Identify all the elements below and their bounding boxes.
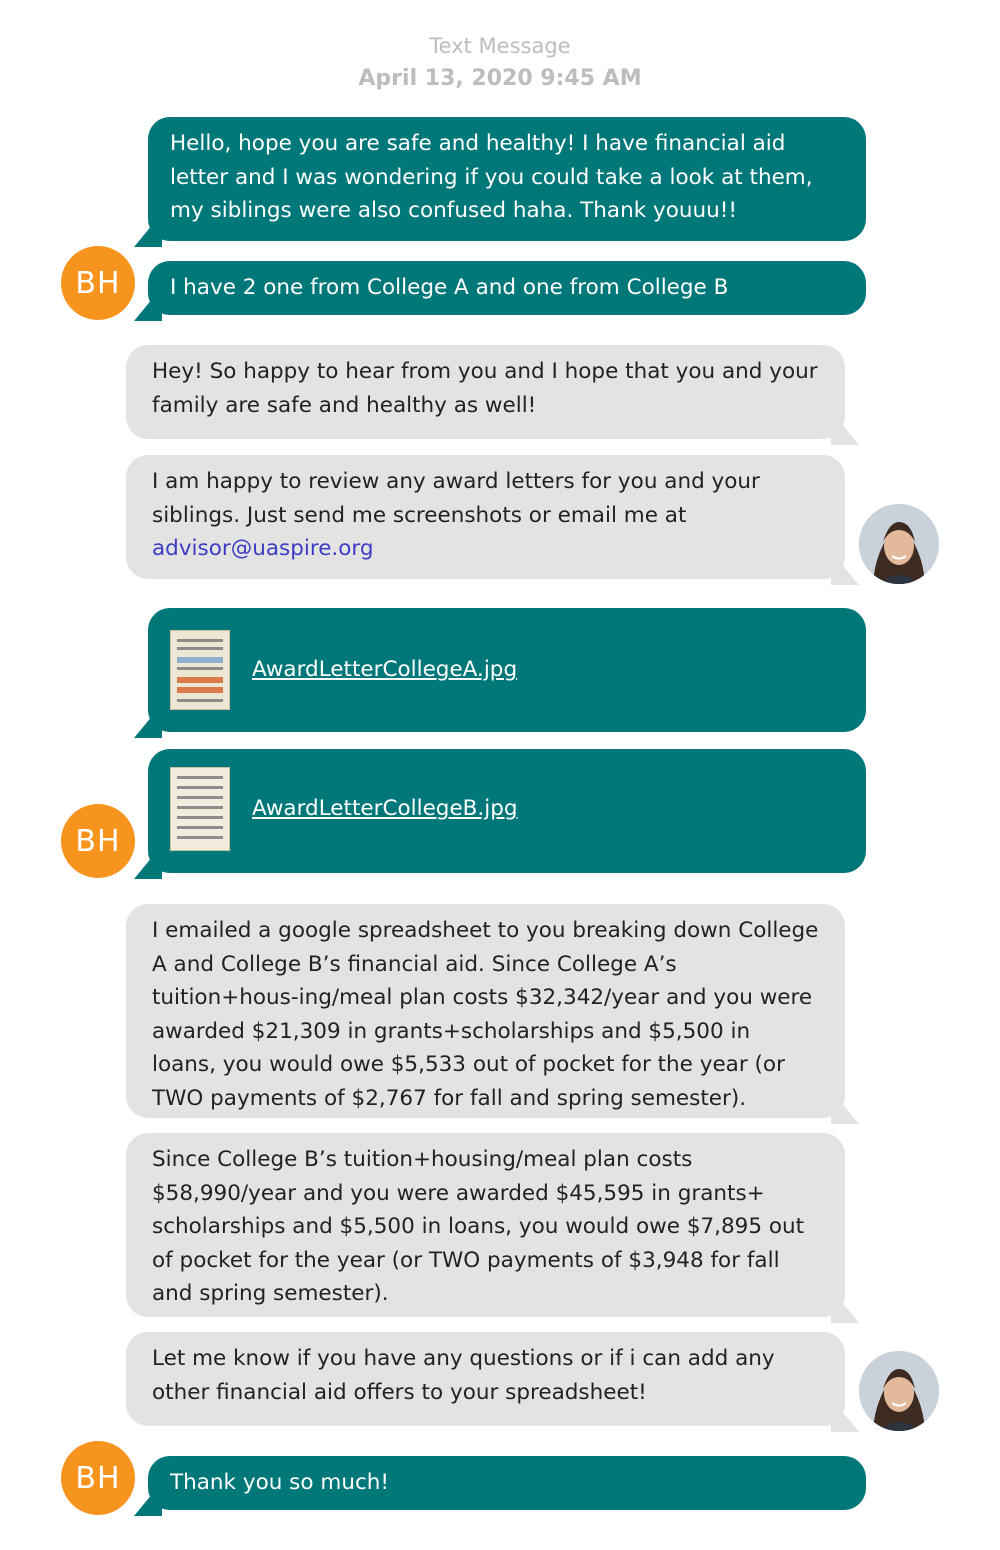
bubble-tail	[134, 704, 162, 738]
message-bubble-student[interactable]	[148, 1456, 866, 1510]
message-bubble-advisor[interactable]	[126, 1133, 845, 1317]
advisor-avatar[interactable]	[859, 1351, 939, 1431]
image-thumbnail[interactable]	[170, 767, 230, 851]
bubble-tail	[831, 1289, 859, 1323]
message-timestamp: April 13, 2020 9:45 AM	[358, 66, 642, 91]
bubble-tail	[134, 1482, 162, 1516]
message-text: I am happy to review any award letters for you and your siblings. Just send me screenshots or email me at	[152, 469, 760, 528]
image-thumbnail[interactable]	[170, 630, 230, 710]
student-avatar[interactable]	[61, 1441, 135, 1515]
avatar-initials: BH	[75, 823, 121, 859]
message-text: I have 2 one from College A and one from College B	[170, 275, 729, 300]
message-text: Since College B’s tuition+housing/meal plan costs $58,990/year and you were awarded $45,595 in grants+ scholarships and $5,500 in loans, you would owe $7,895 out of pocket for the year (or TWO payments of $3,948 for fall and spring semester).	[152, 1147, 805, 1306]
avatar-initials: BH	[75, 265, 121, 301]
bubble-tail	[831, 1090, 859, 1124]
message-text: Thank you so much!	[170, 1470, 390, 1495]
message-bubble-advisor[interactable]	[126, 1332, 845, 1426]
message-bubble-advisor[interactable]	[126, 904, 845, 1118]
message-bubble-student[interactable]	[148, 117, 866, 241]
advisor-photo-icon	[859, 1351, 939, 1431]
student-avatar[interactable]	[61, 804, 135, 878]
attachment-filename[interactable]: AwardLetterCollegeB.jpg	[252, 796, 518, 822]
message-bubble-advisor[interactable]	[126, 345, 845, 439]
message-text: Hey! So happy to hear from you and I hope that you and your family are safe and healthy as well!	[152, 359, 818, 418]
bubble-tail	[831, 411, 859, 445]
message-text: Hello, hope you are safe and healthy! I have financial aid letter and I was wondering if you could take a look at them, my siblings were also confused haha. Thank youuu!!	[170, 131, 813, 223]
bubble-tail	[134, 213, 162, 247]
bubble-tail	[134, 287, 162, 321]
bubble-tail	[831, 1398, 859, 1432]
message-text: Let me know if you have any questions or if i can add any other financial aid offers to your spreadsheet!	[152, 1346, 775, 1405]
message-type-label: Text Message	[429, 34, 571, 58]
bubble-tail	[134, 845, 162, 879]
attachment-bubble[interactable]	[148, 749, 866, 873]
advisor-avatar[interactable]	[859, 504, 939, 584]
attachment-bubble[interactable]	[148, 608, 866, 732]
attachment-filename[interactable]: AwardLetterCollegeA.jpg	[252, 657, 518, 683]
email-link[interactable]: advisor@uaspire.org	[152, 536, 374, 561]
student-avatar[interactable]	[61, 246, 135, 320]
avatar-initials: BH	[75, 1460, 121, 1496]
message-bubble-student[interactable]	[148, 261, 866, 315]
advisor-photo-icon	[859, 504, 939, 584]
bubble-tail	[831, 551, 859, 585]
message-bubble-advisor[interactable]	[126, 455, 845, 579]
message-text: I emailed a google spreadsheet to you breaking down College A and College B’s financial aid. Since College A’s tuition+hous-ing/meal plan costs $32,342/year and you were awarded $21,309 in grants+scholarships and $5,500 in loans, you would owe $5,533 out of pocket for the year (or TWO payments of $2,767 for fall and spring semester).	[152, 918, 819, 1111]
